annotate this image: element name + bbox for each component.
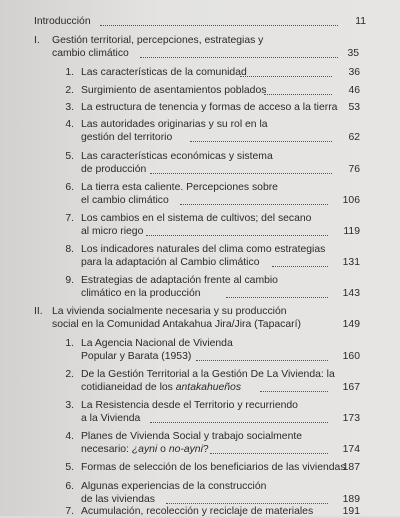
item-page: 160	[342, 351, 360, 362]
dot-leader	[166, 503, 328, 504]
item-page: 173	[342, 413, 360, 424]
item-number: 2.	[65, 369, 74, 380]
item-title-line2: gestión del territorio	[81, 132, 173, 143]
item-title: Algunas experiencias de la construcción	[81, 481, 267, 492]
item-page: 76	[348, 164, 360, 175]
item-number: 5.	[65, 462, 74, 473]
item-title: Acumulación, recolección y reciclaje de materiales	[81, 506, 314, 517]
dot-leader	[180, 204, 328, 205]
item-page: 36	[348, 67, 360, 78]
item-title: De la Gestión Territorial a la Gestión De La Vivienda: la	[81, 369, 335, 380]
dot-leader	[150, 173, 332, 174]
item-title-line2-text: ?	[202, 444, 209, 455]
item-title-line2: climático en la producción	[81, 288, 201, 299]
item-number: 4.	[65, 119, 74, 130]
chapter-2-title-line1: La vivienda socialmente necesaria y su producción	[52, 306, 287, 317]
item-page: 191	[342, 506, 360, 517]
item-title-line2: de las viviendas	[81, 494, 155, 505]
item-title: La estructura de tenencia y formas de acceso a la tierra	[81, 102, 338, 113]
item-title: Los cambios en el sistema de cultivos; del secano	[81, 213, 312, 224]
item-number: 2.	[65, 85, 74, 96]
item-title-line2-text: o	[157, 444, 169, 455]
item-number: 8.	[65, 244, 74, 255]
item-page: 167	[342, 382, 360, 393]
item-page: 143	[342, 288, 360, 299]
item-title-line2: al micro riego	[81, 226, 144, 237]
item-title-line2: de producción	[81, 164, 147, 175]
item-page: 174	[342, 444, 360, 455]
chapter-1-title-line1: Gestión territorial, percepciones, estrategias y	[52, 35, 264, 46]
item-title: Formas de selección de los beneficiarios de las viviendas	[81, 462, 346, 473]
item-page: 62	[348, 132, 360, 143]
item-title: Los indicadores naturales del clima como estrategias	[81, 244, 326, 255]
item-title-line2-italic: no-ayni	[168, 444, 203, 455]
item-number: 6.	[65, 481, 74, 492]
dot-leader	[100, 25, 338, 26]
item-title: La Agencia Nacional de Vivienda	[81, 338, 233, 349]
item-title: Las características económicas y sistema	[81, 151, 273, 162]
item-title: La tierra esta caliente. Percepciones sobre	[81, 182, 278, 193]
dot-leader	[260, 391, 328, 392]
item-number: 1.	[65, 67, 74, 78]
item-title-line2: el cambio climático	[81, 195, 169, 206]
item-page: 46	[348, 85, 360, 96]
dot-leader	[210, 453, 328, 454]
item-number: 7.	[65, 213, 74, 224]
item-number: 4.	[65, 431, 74, 442]
item-number: 3.	[65, 400, 74, 411]
item-page: 106	[342, 195, 360, 206]
item-number: 5.	[65, 151, 74, 162]
item-title: Estrategias de adaptación frente al cambio	[81, 275, 278, 286]
toc-intro-title: Introducción	[34, 16, 91, 27]
chapter-1-page: 35	[347, 48, 359, 59]
item-number: 7.	[65, 506, 74, 517]
item-title: La Resistencia desde el Territorio y recurriendo	[81, 400, 298, 411]
item-page: 189	[342, 494, 360, 505]
item-page: 53	[348, 102, 360, 113]
chapter-1-title-line2: cambio climático	[52, 48, 129, 59]
item-title-line2-italic: ¿ayni	[131, 444, 158, 455]
dot-leader	[190, 141, 332, 142]
dot-leader	[196, 360, 328, 361]
item-page: 187	[342, 462, 360, 473]
item-title: Las características de la comunidad	[81, 67, 247, 78]
item-number: 9.	[65, 275, 74, 286]
item-title-line2: Popular y Barata (1953)	[81, 351, 192, 362]
dot-leader	[240, 76, 332, 77]
item-title-line2-italic: antakahueños	[175, 382, 242, 393]
item-title-line2-text: necesario:	[81, 444, 132, 455]
toc-intro-page: 11	[355, 16, 366, 27]
item-number: 1.	[65, 338, 74, 349]
item-title: Las autoridades originarias y su rol en la	[81, 119, 268, 130]
item-page: 131	[342, 257, 360, 268]
item-title-line2: para la adaptación al Cambio climático	[81, 257, 260, 268]
dot-leader	[264, 94, 332, 95]
chapter-1-roman: I.	[34, 35, 40, 46]
item-title-line2: a la Vivienda	[81, 413, 141, 424]
item-title: Surgimiento de asentamientos poblados	[81, 85, 267, 96]
item-title-line2	[81, 443, 209, 456]
dot-leader	[140, 57, 338, 58]
dot-leader	[146, 235, 328, 236]
item-title: Planes de Vivienda Social y trabajo socialmente	[81, 431, 303, 442]
chapter-2-page: 149	[342, 319, 360, 330]
item-page: 119	[343, 226, 360, 237]
dot-leader	[272, 266, 328, 267]
chapter-2-title-line2: social en la Comunidad Antakahua Jira/Jira (Tapacarí)	[52, 319, 301, 330]
dot-leader	[226, 297, 328, 298]
chapter-2-roman: II.	[34, 306, 43, 317]
item-number: 3.	[65, 102, 74, 113]
dot-leader	[150, 422, 328, 423]
item-title-line2-text: cotidianeidad de los	[81, 382, 176, 393]
item-title-line2	[81, 381, 241, 394]
item-number: 6.	[65, 182, 74, 193]
